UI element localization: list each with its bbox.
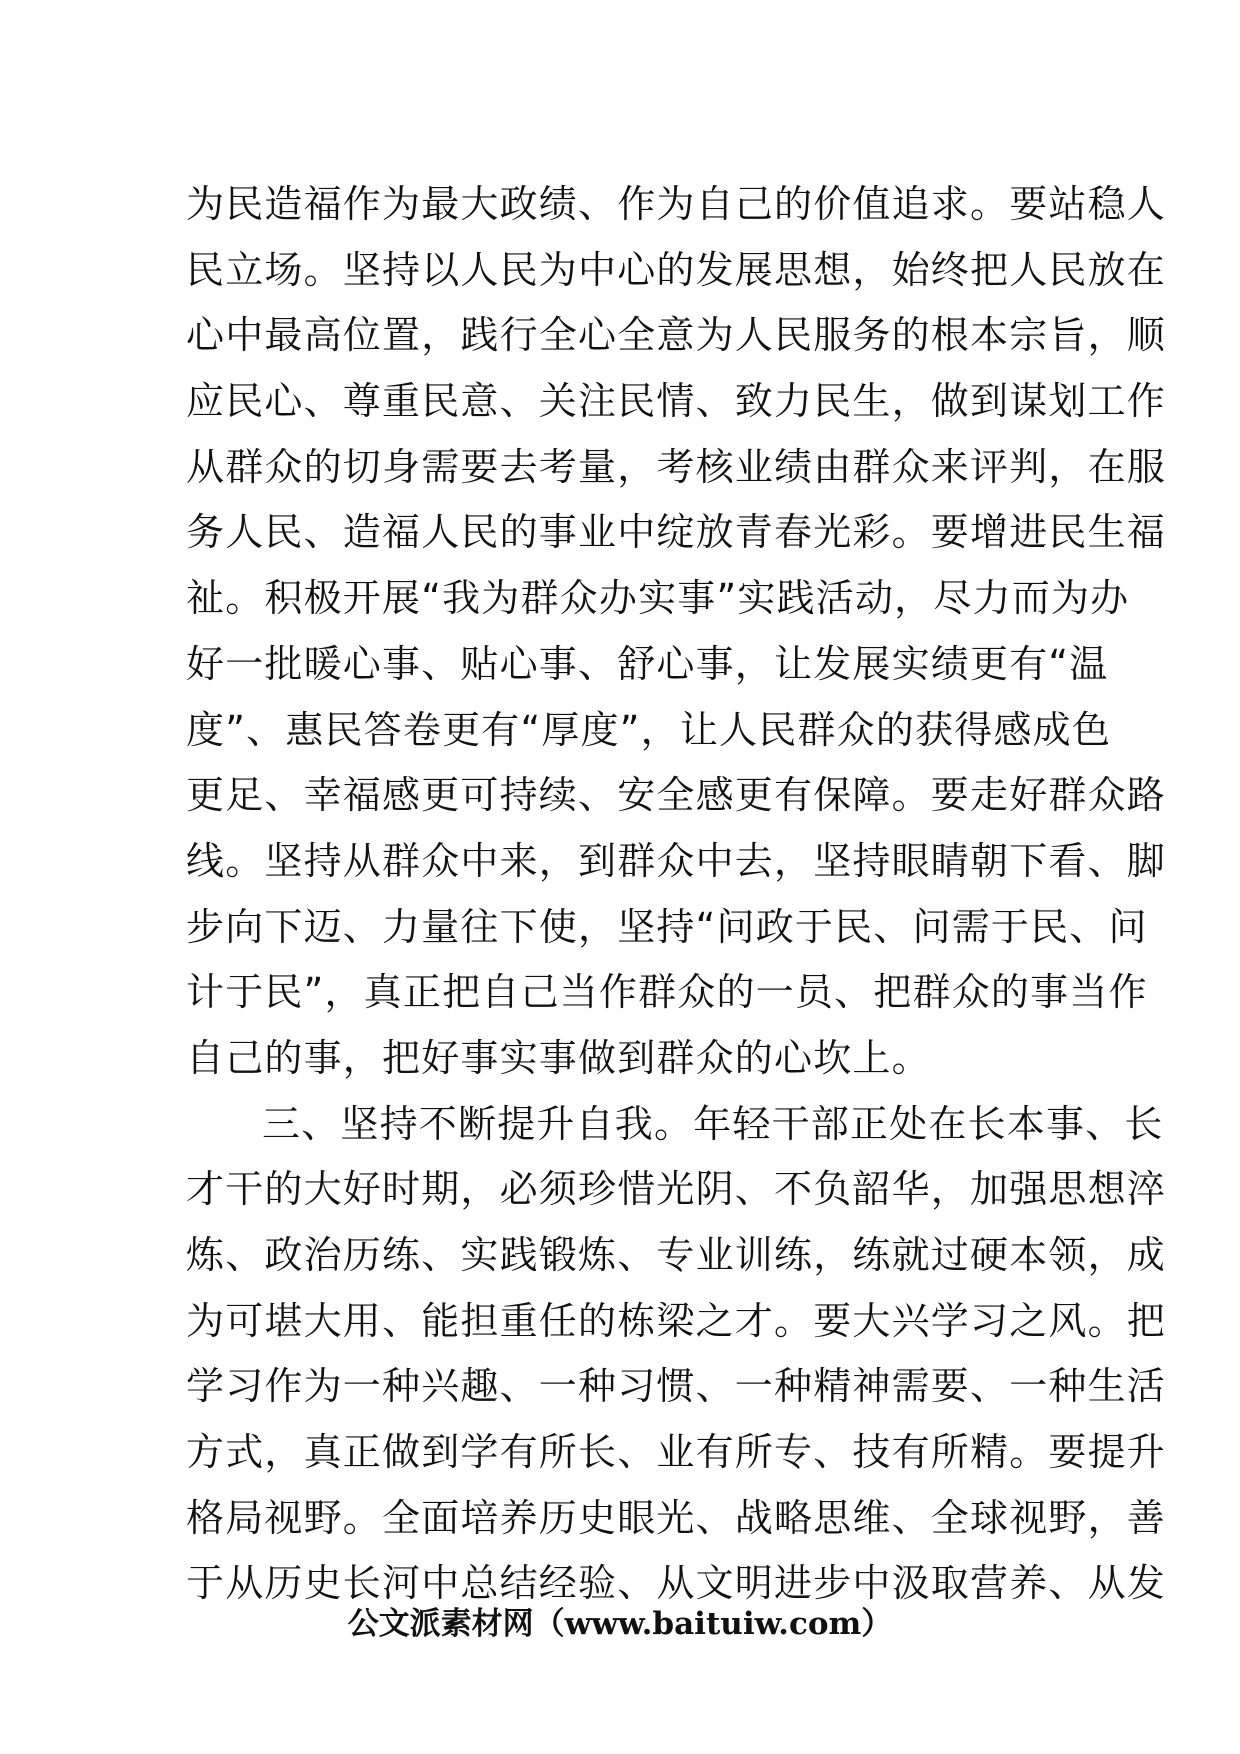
body-text <box>186 172 1167 1617</box>
text-line: 为可堪大用、能担重任的栋梁之才。要大兴学习之风。把 <box>186 1298 1167 1343</box>
text-line: 应民心、尊重民意、关注民情、致力民生，做到谋划工作 <box>186 379 1167 424</box>
text-line: 心中最高位置，践行全心全意为人民服务的根本宗旨，顺 <box>186 313 1167 358</box>
text-line: 自己的事，把好事实事做到群众的心坎上。 <box>186 1035 931 1080</box>
text-line: 步向下迈、力量往下使，坚持“问政于民、问需于民、问 <box>186 904 1148 949</box>
text-line: 更足、幸福感更可持续、安全感更有保障。要走好群众路 <box>186 773 1167 818</box>
text-line: 方式，真正做到学有所长、业有所专、技有所精。要提升 <box>186 1430 1167 1475</box>
text-line: 祉。积极开展“我为群众办实事”实践活动，尽力而为办 <box>186 576 1130 621</box>
text-line: 格局视野。全面培养历史眼光、战略思维、全球视野，善 <box>186 1495 1167 1540</box>
text-line: 度”、惠民答卷更有“厚度”，让人民群众的获得感成色 <box>186 707 1112 752</box>
text-line: 才干的大好时期，必须珍惜光阴、不负韶华，加强思想淬 <box>186 1167 1167 1212</box>
text-line: 好一批暖心事、贴心事、舒心事，让发展实绩更有“温 <box>186 641 1109 686</box>
text-line: 为民造福作为最大政绩、作为自己的价值追求。要站稳人 <box>186 182 1167 226</box>
text-line: 于从历史长河中总结经验、从文明进步中汲取营养、从发 <box>186 1561 1167 1606</box>
text-line: 务人民、造福人民的事业中绽放青春光彩。要增进民生福 <box>186 510 1167 555</box>
text-line: 学习作为一种兴趣、一种习惯、一种精神需要、一种生活 <box>186 1364 1167 1409</box>
text-line: 计于民”，真正把自己当作群众的一员、把群众的事当作 <box>186 970 1148 1015</box>
footer-source-text: 公文派素材网（www.baituiw.com） <box>347 1606 893 1642</box>
text-line: 线。坚持从群众中来，到群众中去，坚持眼睛朝下看、脚 <box>186 838 1167 883</box>
text-line: 炼、政治历练、实践锻炼、专业训练，练就过硬本领，成 <box>186 1233 1167 1277</box>
text-line: 民立场。坚持以人民为中心的发展思想，始终把人民放在 <box>186 247 1167 292</box>
paragraph-start-line: 三、坚持不断提升自我。年轻干部正处在长本事、长 <box>262 1101 1164 1146</box>
text-line: 从群众的切身需要去考量，考核业绩由群众来评判，在服 <box>186 444 1167 489</box>
